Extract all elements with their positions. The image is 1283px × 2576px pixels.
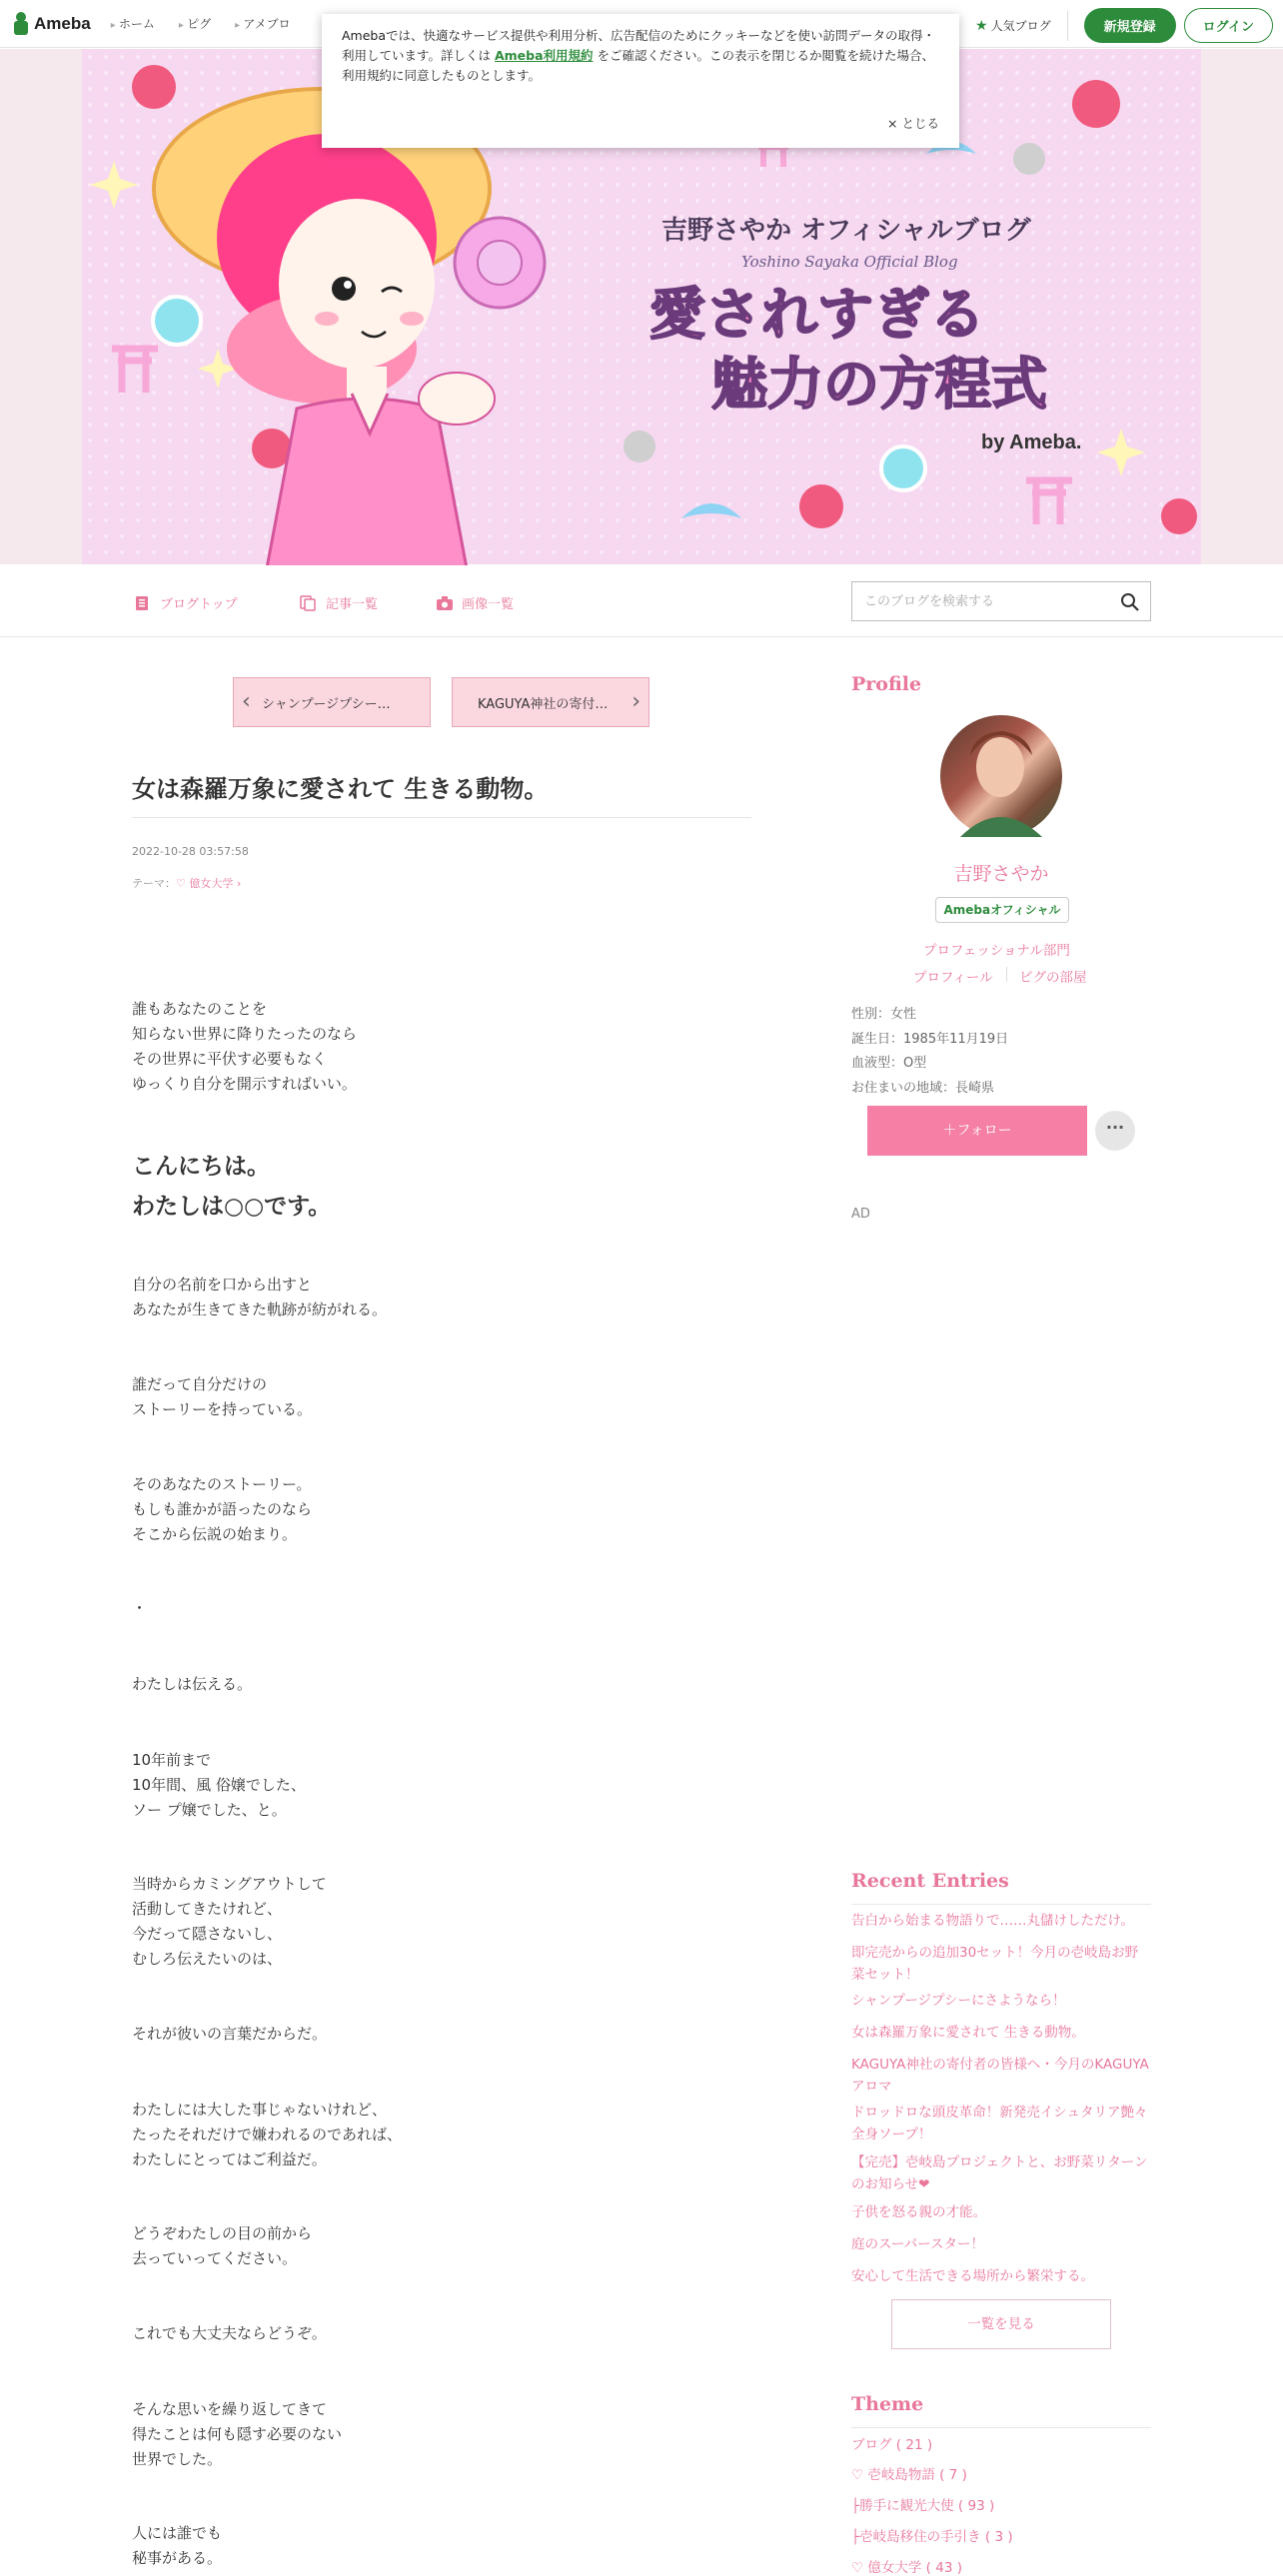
article-paragraph: わたしは伝える。 [132, 1675, 253, 1693]
login-button[interactable]: ログイン [1184, 8, 1273, 43]
register-button[interactable]: 新規登録 [1084, 8, 1176, 43]
recent-entries-heading: Recent Entries [851, 1870, 1009, 1892]
copy-icon [300, 595, 316, 611]
camera-icon [436, 595, 452, 611]
article-paragraph: 自分の名前を口から出すと あなたが生きてきた軌跡が紡がれる。 [132, 1276, 388, 1318]
banner-title-romaji: Yoshino Sayaka Official Blog [741, 253, 958, 271]
recent-entry-link[interactable]: 安心して生活できる場所から繁栄する。 [851, 2268, 1094, 2284]
profile-birthday: 誕生日：1985年11月19日 [851, 1031, 1009, 1047]
more-options-icon[interactable]: ··· [1095, 1111, 1135, 1151]
prev-entry-label: シャンプージプシー… [262, 696, 391, 712]
theme-link[interactable]: ブログ ( 21 ) [851, 2437, 933, 2453]
ameba-logo-icon [12, 12, 30, 36]
article-paragraph: どうぞわたしの目の前から 去っていってください。 [132, 2224, 313, 2267]
next-entry-label: KAGUYA神社の寄付… [478, 696, 609, 712]
theme-label: テーマ： [132, 877, 176, 890]
header-actions [975, 8, 1273, 43]
view-all-entries-button[interactable]: 一覧を見る [891, 2299, 1111, 2349]
profile-gender: 性別：女性 [851, 1007, 917, 1022]
popular-blog-link[interactable] [975, 17, 1051, 34]
divider [851, 2427, 1151, 2428]
profile-heading: Profile [851, 673, 922, 695]
article-paragraph: 人には誰でも 秘事がある。 [132, 2524, 223, 2567]
cookie-text-after: をご確認ください。この表示を閉じるか閲覧を続けた場合、利用規約に同意したものとします。 [342, 48, 935, 83]
banner-title-line3: 魅力の方程式 [711, 353, 1047, 418]
nav-entry-list-label: 記事一覧 [326, 597, 379, 612]
recent-entry-link[interactable]: シャンプージプシーにさようなら！ [851, 1993, 1066, 2009]
global-nav-links [111, 15, 291, 32]
recent-entry-link[interactable]: KAGUYA神社の寄付者の皆様へ・今月のKAGUYAアロマ [851, 2057, 1149, 2095]
recent-entry-link[interactable]: 子供を怒る親の才能。 [851, 2204, 986, 2220]
divider [1006, 967, 1007, 982]
cookie-close-button[interactable]: × とじる [887, 116, 939, 131]
article-paragraph: ・ [132, 1599, 148, 1617]
ad-label: AD [851, 1207, 870, 1222]
article-paragraph: そんな思いを繰り返してきて 得たことは何も隠す必要のない 世界でした。 [132, 2400, 343, 2468]
article-paragraph: わたしには大した事じゃないけれど、 たったそれだけで嫌われるのであれば、 わたしにとってはご利益だ。 [132, 2101, 403, 2168]
recent-entry-link[interactable]: 庭のスーパースター！ [851, 2236, 984, 2252]
title-divider [132, 817, 751, 818]
blog-search-input[interactable] [852, 582, 1102, 620]
divider [1067, 11, 1068, 41]
nav-link-pigg[interactable]: ▸ ピグ [179, 15, 211, 32]
profile-info [851, 1003, 1008, 1101]
follow-button[interactable]: ＋フォロー [867, 1106, 1087, 1156]
divider [851, 1904, 1151, 1905]
avatar-image [940, 715, 1062, 837]
chevron-right-icon: › [632, 689, 641, 714]
nav-entry-list[interactable] [300, 593, 378, 612]
banner-title-line2: 愛されすぎる [649, 283, 985, 348]
official-badge: Amebaオフィシャル [935, 897, 1069, 923]
recent-entry-link[interactable]: 女は森羅万象に愛されて 生きる動物。 [851, 2025, 1085, 2041]
nav-image-list-label: 画像一覧 [462, 597, 515, 612]
article-theme [132, 875, 241, 891]
theme-link[interactable]: ♡ 億女大学 [176, 877, 234, 890]
theme-link[interactable]: ♡ 壱岐島物語 ( 7 ) [851, 2467, 967, 2483]
article-paragraph: これでも大丈夫ならどうぞ。 [132, 2324, 327, 2342]
article-paragraph: 誰だって自分だけの ストーリーを持っている。 [132, 1375, 313, 1418]
document-icon [134, 595, 150, 611]
category-link[interactable]: プロフェッショナル部門 [923, 943, 1070, 959]
ameba-logo[interactable] [12, 12, 91, 36]
banner-title-line1: 吉野さやか オフィシャルブログ [661, 216, 1031, 246]
recent-entry-link[interactable]: 【完売】壱岐島プロジェクトと、お野菜リターンのお知らせ❤ [851, 2154, 1148, 2192]
article-paragraph: 10年前まで 10年間、風 俗嬢でした、 ソー プ嬢でした、と。 [132, 1751, 306, 1819]
article-paragraph: 誰もあなたのことを 知らない世界に降りたったのなら その世界に平伏す必要もなく ゆっくり自分を開示すればいい。 [132, 1000, 358, 1093]
chevron-right-icon: › [233, 877, 242, 890]
theme-link[interactable]: ♡ 億女大学 ( 43 ) [851, 2560, 962, 2576]
nav-blog-top[interactable] [134, 593, 238, 612]
blog-navigation [0, 565, 1283, 637]
article-date: 2022-10-28 03:57:58 [132, 845, 249, 858]
cookie-consent-banner [322, 14, 959, 148]
cookie-text-before: Amebaでは、快適なサービス提供や利用分析、広告配信のためにクッキーなどを使い訪問データの取得・利用しています。詳しくは [342, 28, 936, 63]
crown-icon: ★ [975, 17, 988, 34]
prev-entry-button[interactable] [233, 677, 431, 727]
recent-entry-link[interactable]: 即完売からの追加30セット！今月の壱岐島お野菜セット！ [851, 1945, 1139, 1983]
theme-heading: Theme [851, 2393, 924, 2415]
blog-search [851, 581, 1151, 621]
nav-image-list[interactable] [436, 593, 514, 612]
nav-link-ameblo[interactable]: ▸ アメブロ [235, 15, 290, 32]
nav-link-home[interactable]: ▸ ホーム [111, 15, 155, 32]
search-icon[interactable] [1120, 592, 1140, 612]
article-heading: こんにちは。 わたしは○○です。 [132, 1154, 332, 1220]
pig-room-link[interactable]: ピグの部屋 [1019, 970, 1087, 986]
recent-entry-link[interactable]: 告白から始まる物語りで……丸儲けしただけ。 [851, 1913, 1134, 1929]
logo-text: Ameba [34, 13, 91, 33]
article-paragraph: 当時からカミングアウトして 活動してきたけれど、 今だって隠さないし、 むしろ伝えたいのは、 [132, 1875, 327, 1968]
profile-region: お住まいの地域：長崎県 [851, 1080, 995, 1096]
banner-by-ameba: by Ameba. [981, 431, 1082, 453]
recent-entry-link[interactable]: ドロッドロな頭皮革命！新発売イシュタリア艶々全身ソープ！ [851, 2105, 1148, 2143]
terms-link[interactable]: Ameba利用規約 [494, 48, 594, 63]
article-paragraph: そのあなたのストーリー。 もしも誰かが語ったのなら そこから伝説の始まり。 [132, 1475, 313, 1543]
profile-name[interactable]: 吉野さやか [953, 863, 1049, 885]
chevron-left-icon: ‹ [242, 689, 251, 714]
article-title: 女は森羅万象に愛されて 生きる動物。 [132, 775, 549, 803]
avatar[interactable] [940, 715, 1062, 837]
theme-link[interactable]: ├壱岐島移住の手引き ( 3 ) [851, 2529, 1013, 2545]
profile-blood-type: 血液型：O型 [851, 1056, 927, 1071]
article-paragraph: それが彼いの言葉だからだ。 [132, 2025, 328, 2043]
profile-link[interactable]: プロフィール [913, 970, 993, 986]
popular-blog-label: 人気ブログ [990, 19, 1051, 33]
next-entry-button[interactable] [452, 677, 649, 727]
nav-blog-top-label: ブログトップ [160, 597, 238, 612]
theme-link[interactable]: ├勝手に観光大使 ( 93 ) [851, 2498, 995, 2514]
